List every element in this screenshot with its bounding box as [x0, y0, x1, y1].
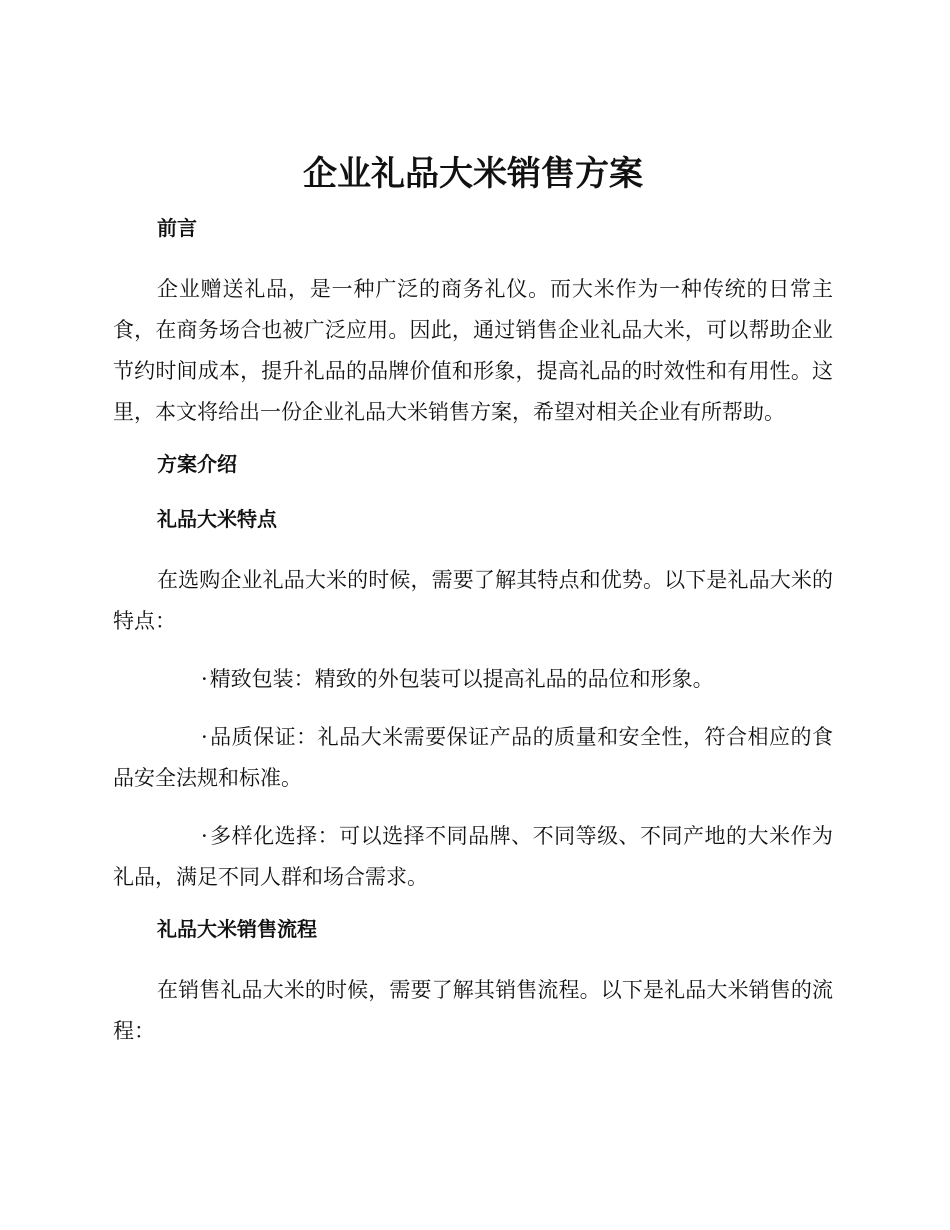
document-title: 企业礼品大米销售方案 — [303, 154, 643, 194]
plan-heading: 方案介绍 — [157, 452, 237, 476]
process-heading: 礼品大米销售流程 — [157, 917, 317, 941]
preface-heading: 前言 — [157, 216, 197, 240]
bullet-icon: · — [201, 667, 208, 691]
bullet-icon: · — [201, 725, 208, 749]
feature-item-text: 多样化选择：可以选择不同品牌、不同等级、不同产地的大米作为礼品，满足不同人群和场合需求。 — [113, 824, 833, 889]
preface-paragraph: 企业赠送礼品，是一种广泛的商务礼仪。而大米作为一种传统的日常主食，在商务场合也被广泛应用。因此，通过销售企业礼品大米，可以帮助企业节约时间成本，提升礼品的品牌价值和形象，提高礼品的时效性和有用性。这里，本文将给出一份企业礼品大米销售方案，希望对相关企业有所帮助。 — [113, 277, 833, 424]
features-intro-paragraph: 在选购企业礼品大米的时候，需要了解其特点和优势。以下是礼品大米的特点： — [113, 568, 833, 633]
feature-item-quality — [113, 717, 833, 799]
feature-item-packaging — [113, 659, 833, 700]
document-page — [113, 148, 833, 1069]
feature-item-variety — [113, 816, 833, 898]
bullet-icon: · — [201, 824, 208, 848]
process-intro-paragraph: 在销售礼品大米的时候，需要了解其销售流程。以下是礼品大米销售的流程： — [113, 978, 833, 1043]
feature-item-text: 品质保证：礼品大米需要保证产品的质量和安全性，符合相应的食品安全法规和标准。 — [113, 725, 833, 790]
feature-item-text: 精致包装：精致的外包装可以提高礼品的品位和形象。 — [209, 667, 714, 691]
features-heading: 礼品大米特点 — [157, 507, 277, 531]
